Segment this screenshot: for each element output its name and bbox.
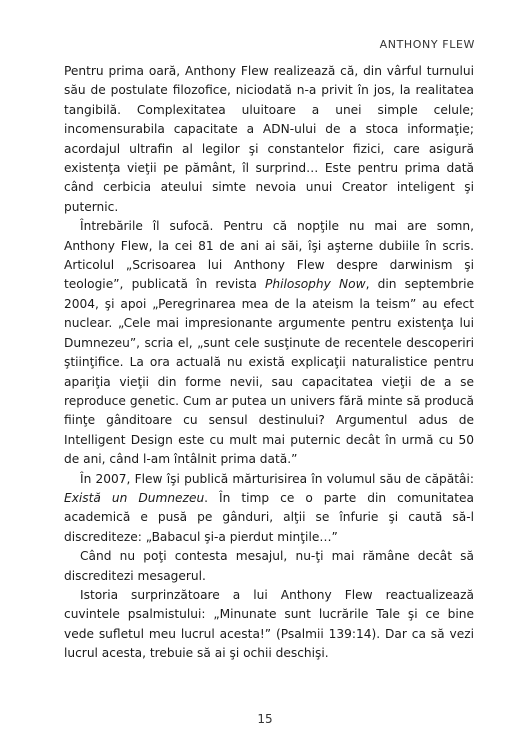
italic-title-run: Philosophy Now xyxy=(265,277,366,292)
page-number: 15 xyxy=(257,712,273,726)
running-head: ANTHONY FLEW xyxy=(379,38,475,51)
text-run: Întrebările îl sufocă. Pentru că nopţile nu mai are somn, Anthony Flew, la cei 81 de ani ai săi, îşi aşterne dubiile în scris. Articolul „Scrisoarea lui Anthony Flew despre darwinism şi teologie”, publicată în revista xyxy=(64,219,474,292)
text-run: , din septembrie 2004, şi apoi „Peregrinarea mea de la ateism la teism” au efect nuclear. „Cele mai impresionante argumente pentru existenţa lui Dumnezeu”, scria el, „sunt cele susţinute de recentele descoperiri ştiinţifice. La ora actuală nu există explicaţii naturalistice pentru apariţia vieţii din forme nevii, sau capacitatea vieţii de a se reproduce genetic. Cum ar putea un univers fără minte să producă fiinţe gânditoare cu sensul destinului? Argumentul adus de Intelligent Design este cu mult mai puternic decât în urmă cu 50 de ani, când l-am întâlnit prima dată.” xyxy=(64,277,475,467)
italic-title-run: Există un Dumnezeu xyxy=(64,490,205,505)
paragraph xyxy=(64,62,474,217)
paragraph xyxy=(64,217,474,469)
text-run: Istoria surprinzătoare a lui Anthony Flew reactualizează cuvintele psalmistului: „Minunate sunt lucrările Tale şi ce bine vede sufletul meu lucrul acesta!” (Psalmii 139:14). Dar ca să vezi lucrul acesta, trebuie să ai şi ochii deschişi. xyxy=(64,587,474,661)
paragraph xyxy=(64,586,474,664)
text-run: În 2007, Flew îşi publică mărturisirea în volumul său de căpătâi: xyxy=(80,471,474,486)
body-text xyxy=(64,62,474,664)
text-run: . În timp ce o parte din comunitatea academică e pusă pe gânduri, alţii se înfurie şi caută să-l discrediteze: „Babacul şi-a pierdut minţile…” xyxy=(64,490,474,544)
paragraph xyxy=(64,547,474,586)
text-run: Pentru prima oară, Anthony Flew realizează că, din vârful turnului său de postulate filozofice, niciodată n-a privit în jos, la realitatea tangibilă. Complexitatea uluitoare a unei simple celule; incomensurabila capacitate a ADN-ului de a stoca informaţie; acordajul ultrafin al legilor şi constantelor fizici, care asigură existenţa vieţii pe pământ, îl surprind… Este pentru prima dată când cerbicia ateului simte nevoia unui Creator inteligent şi puternic. xyxy=(64,64,474,214)
paragraph xyxy=(64,470,474,548)
text-run: Când nu poţi contesta mesajul, nu-ţi mai rămâne decât să discreditezi mesagerul. xyxy=(64,549,474,583)
